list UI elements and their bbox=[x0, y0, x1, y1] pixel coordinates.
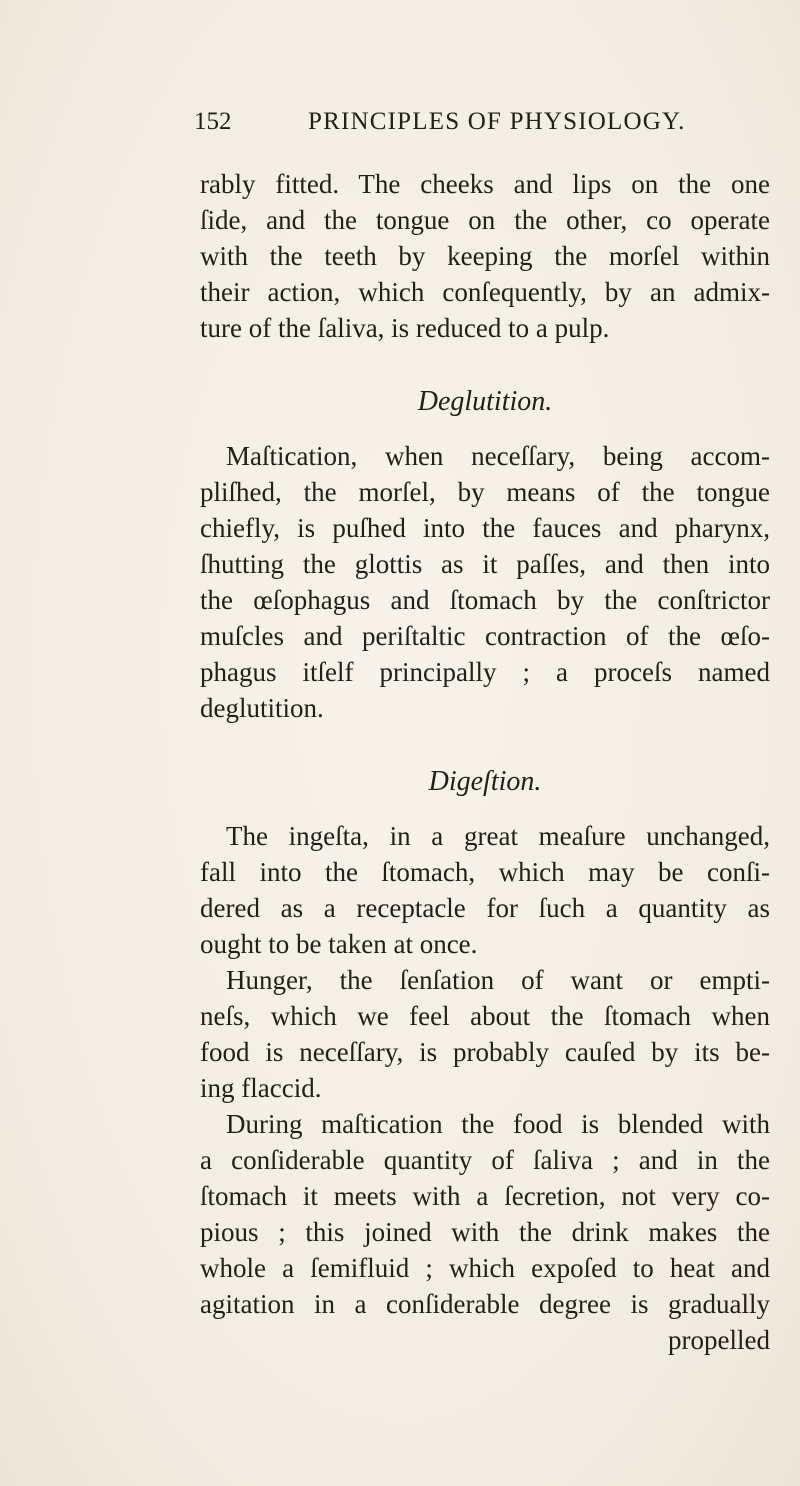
text-line: pliſhed, the morſel, by means of the tongue bbox=[200, 477, 770, 507]
text-line: food is neceſſary, is probably cauſed by its be- bbox=[200, 1037, 770, 1067]
page-number: 152 bbox=[194, 108, 232, 135]
text-line: the œſophagus and ſtomach by the conſtrictor bbox=[200, 585, 770, 615]
text-line: muſcles and periſtaltic contraction of the œſo- bbox=[200, 621, 770, 651]
text-line: rably fitted. The cheeks and lips on the one bbox=[200, 169, 770, 199]
text-line: chiefly, is puſhed into the fauces and pharynx, bbox=[200, 513, 770, 543]
text-line: ſide, and the tongue on the other, co operate bbox=[200, 205, 770, 235]
section-heading-deglutition: Deglutition. bbox=[417, 386, 553, 417]
text-line: ought to be taken at once. bbox=[200, 929, 478, 959]
text-line: Hunger, the ſenſation of want or empti- bbox=[226, 965, 770, 995]
text-line: ſhutting the glottis as it paſſes, and then into bbox=[200, 549, 770, 579]
catchword: propelled bbox=[668, 1325, 770, 1355]
running-head: PRINCIPLES OF PHYSIOLOGY. bbox=[308, 108, 686, 135]
text-line: dered as a receptacle for ſuch a quantity as bbox=[200, 893, 770, 923]
text-line: During maſtication the food is blended with bbox=[226, 1109, 770, 1139]
text-line: The ingeſta, in a great meaſure unchanged, bbox=[226, 821, 770, 851]
text-line: agitation in a conſiderable degree is gradually bbox=[200, 1289, 770, 1319]
text-line: deglutition. bbox=[200, 693, 324, 723]
text-line: a conſiderable quantity of ſaliva ; and in the bbox=[200, 1145, 770, 1175]
text-line: ture of the ſaliva, is reduced to a pulp. bbox=[200, 313, 610, 343]
text-line: ing flaccid. bbox=[200, 1073, 322, 1103]
text-line: pious ; this joined with the drink makes the bbox=[200, 1217, 770, 1247]
text-line: whole a ſemifluid ; which expoſed to heat and bbox=[200, 1253, 770, 1283]
text-line: Maſtication, when neceſſary, being accom- bbox=[226, 441, 770, 471]
text-line: with the teeth by keeping the morſel within bbox=[200, 241, 770, 271]
text-line: their action, which conſequently, by an admix- bbox=[200, 277, 770, 307]
text-line: phagus itſelf principally ; a proceſs named bbox=[200, 657, 770, 687]
text-line: fall into the ſtomach, which may be conſi- bbox=[200, 857, 770, 887]
text-line: ſtomach it meets with a ſecretion, not very co- bbox=[200, 1181, 770, 1211]
text-line: neſs, which we feel about the ſtomach when bbox=[200, 1001, 770, 1031]
section-heading-digestion: Digeſtion. bbox=[428, 766, 542, 797]
